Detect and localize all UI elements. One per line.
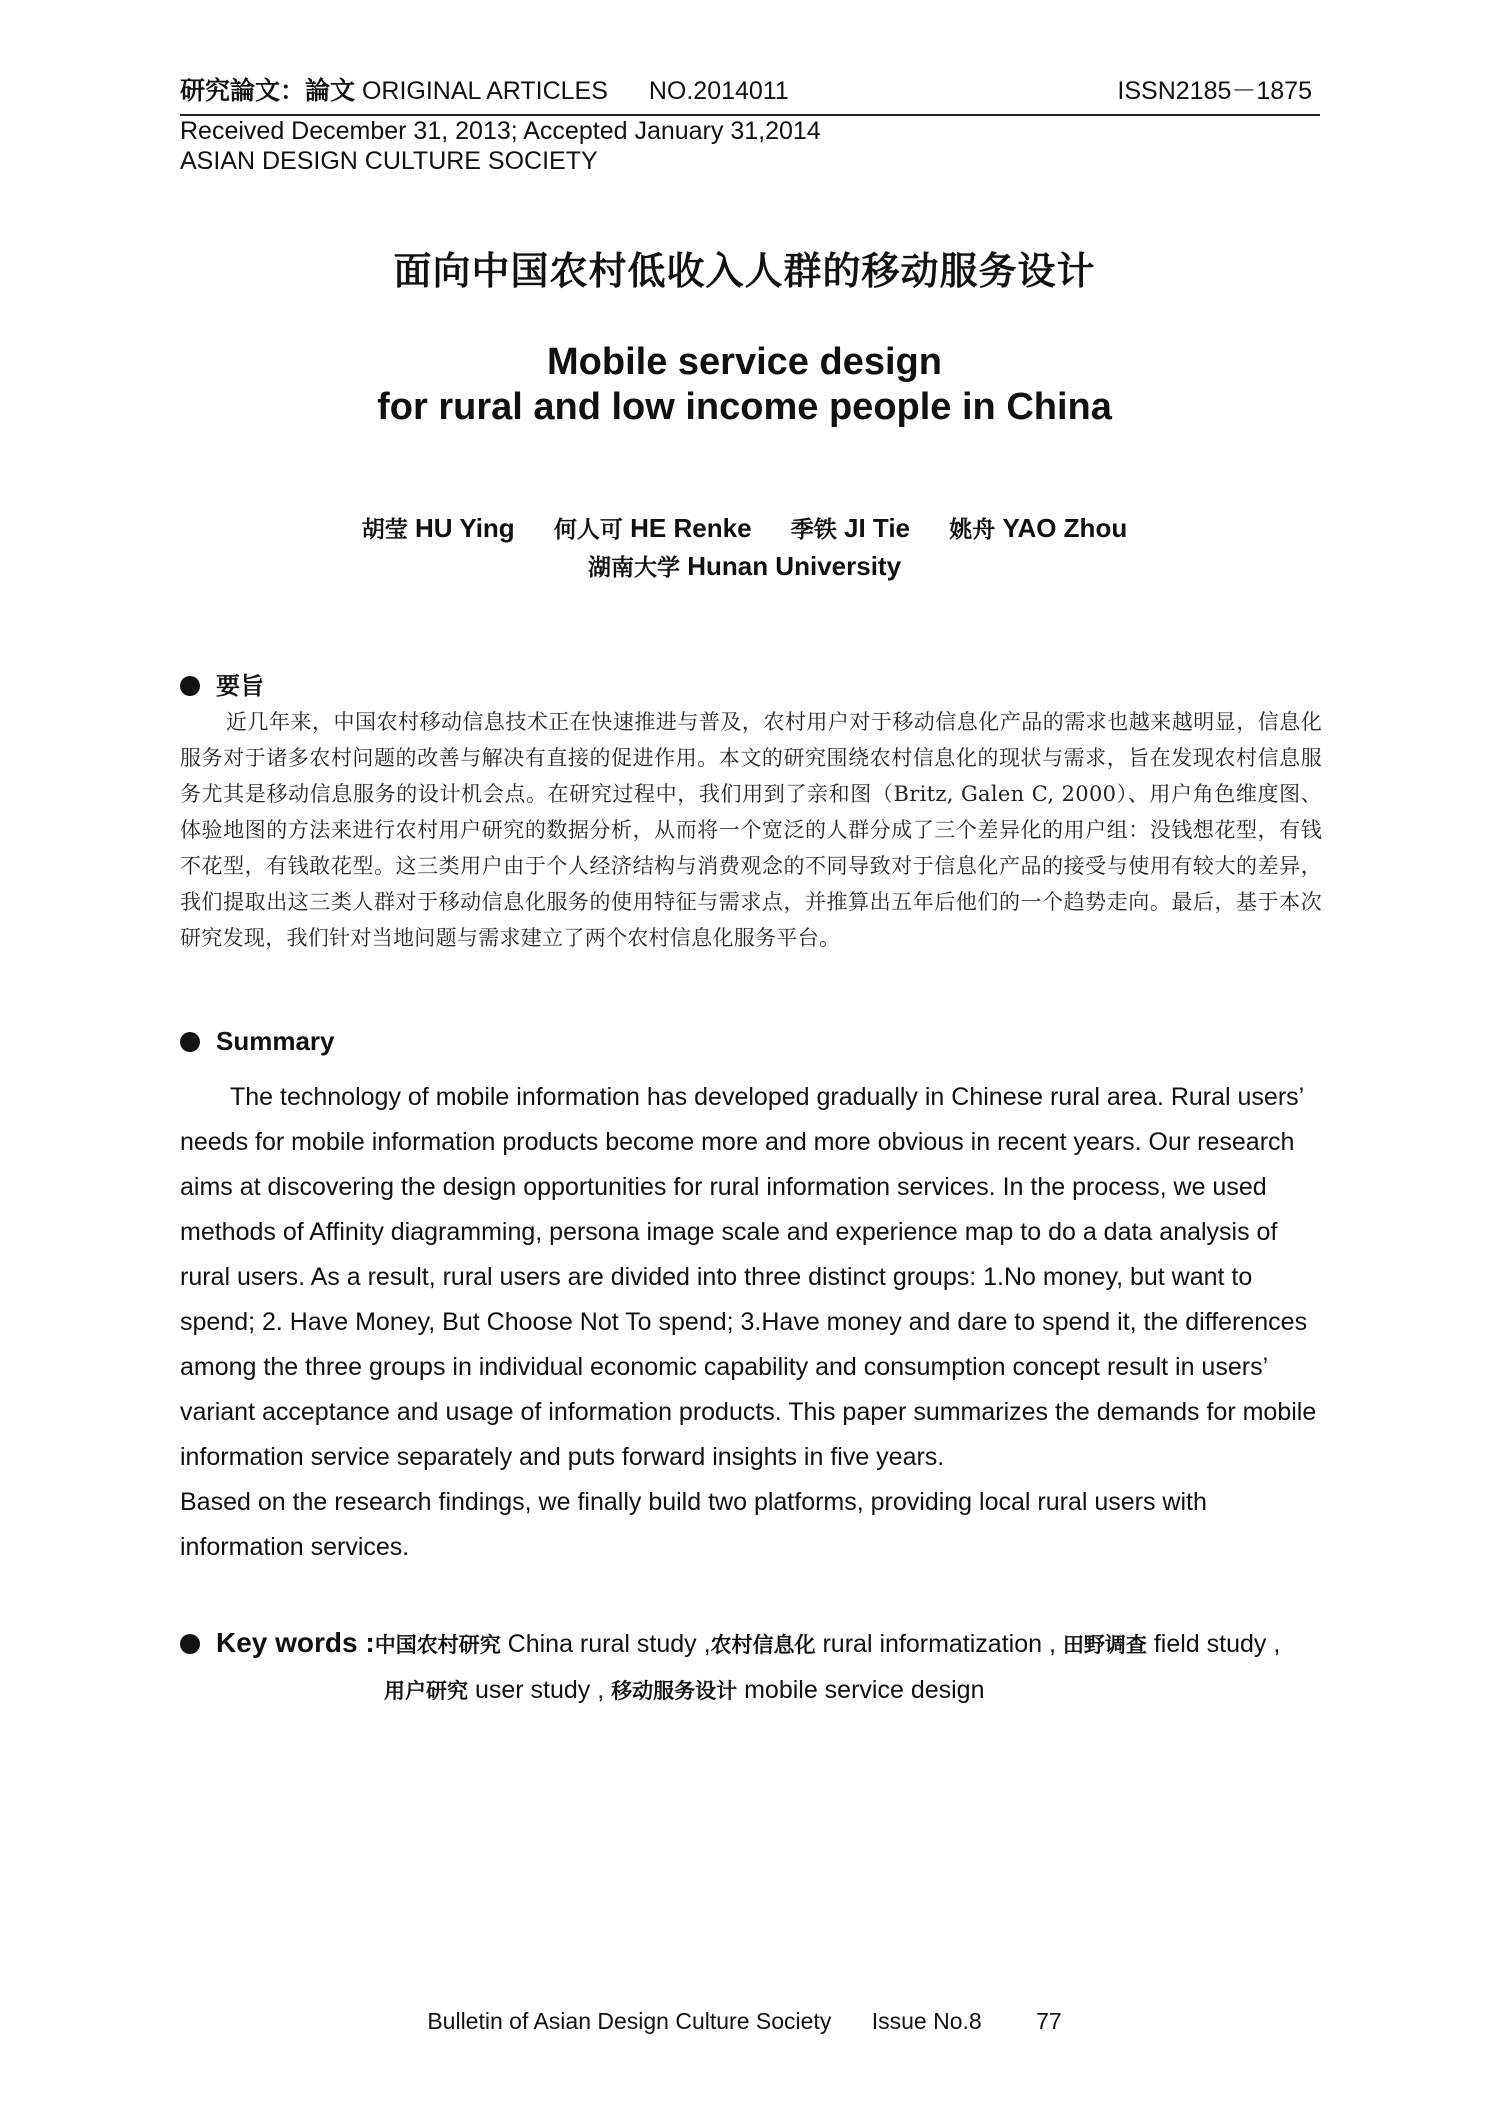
received-accepted-dates: Received December 31, 2013; Accepted January 31,2014 [180, 117, 821, 145]
bullet-icon [180, 676, 200, 696]
article-meta [180, 116, 821, 176]
article-number: NO.2014011 [648, 77, 789, 105]
author-name-en: HE Renke [630, 513, 752, 543]
abstract-chinese [180, 704, 1322, 956]
category-cn: 研究論文：論文 [180, 76, 356, 105]
summary-heading-label: Summary [216, 1026, 335, 1056]
summary-paragraph-2: Based on the research findings, we finally build two platforms, providing local rural users with information services. [180, 1488, 1207, 1561]
affiliation-cn: 湖南大学 [587, 555, 680, 581]
author-name-en: YAO Zhou [1002, 513, 1128, 543]
header-category [180, 74, 789, 108]
keyword-cn: 用户研究 [384, 1679, 468, 1703]
keyword-cn: 移动服务设计 [611, 1679, 738, 1703]
title-english [0, 340, 1489, 430]
keyword-en: field study , [1153, 1630, 1281, 1658]
keyword-cn: 中国农村研究 [374, 1633, 501, 1657]
keyword-en: China rural study , [507, 1630, 711, 1658]
category-en: ORIGINAL ARTICLES [361, 77, 608, 105]
author-name-cn: 姚舟 [949, 517, 996, 543]
page-number: 77 [1036, 2008, 1062, 2034]
issn: ISSN2185－1875 [1117, 77, 1312, 105]
keyword-en: rural informatization , [822, 1630, 1056, 1658]
society-name: ASIAN DESIGN CULTURE SOCIETY [180, 147, 598, 175]
keywords [180, 1620, 1340, 1714]
abstract-chinese-text: 近几年来，中国农村移动信息技术正在快速推进与普及，农村用户对于移动信息化产品的需求也越来越明显，信息化服务对于诸多农村问题的改善与解决有直接的促进作用。本文的研究围绕农村信息化的现状与需求，旨在发现农村信息服务尤其是移动信息服务的设计机会点。在研究过程中，我们用到了亲和图（Britz, Galen C, 2000）、用户角色维度图、体验地图的方法来进行农村用户研究的数据分析，从而将一个宽泛的人群分成了三个差异化的用户组：没钱想花型，有钱不花型，有钱敢花型。这三类用户由于个人经济结构与消费观念的不同导致对于信息化产品的接受与使用有较大的差异，我们提取出这三类人群对于移动信息化服务的使用特征与需求点，并推算出五年后他们的一个趋势走向。最后，基于本次研究发现，我们针对当地问题与需求建立了两个农村信息化服务平台。 [180, 710, 1322, 950]
author-name-cn: 季铁 [790, 517, 837, 543]
journal-name: Bulletin of Asian Design Culture Society [427, 2008, 832, 2034]
author-name-en: JI Tie [844, 513, 911, 543]
summary-paragraph-1: The technology of mobile information has developed gradually in Chinese rural area. Rural users’ needs for mobile information products become more and more obvious in recent years. Our research aims at discovering the design opportunities for rural information services. In the process, we used methods of Affinity diagramming, persona image scale and experience map to do a data analysis of rural users. As a result, rural users are divided into three distinct groups: 1.No money, but want to spend; 2. Have Money, But Choose Not To spend; 3.Have money and dare to spend it, the differences among the three groups in individual economic capability and consumption concept result in users’ variant acceptance and usage of information products. This paper summarizes the demands for mobile information service separately and puts forward insights in five years. [180, 1083, 1317, 1471]
author-name-en: HU Ying [415, 513, 515, 543]
page-footer [0, 2008, 1489, 2035]
keywords-line-1 [180, 1620, 1340, 1668]
author-name-cn: 何人可 [553, 517, 623, 543]
keywords-heading: Key words : [216, 1627, 375, 1658]
bullet-icon [180, 1634, 200, 1654]
bullet-icon [180, 1032, 200, 1052]
issue-number: Issue No.8 [871, 2008, 982, 2034]
keyword-cn: 田野调查 [1062, 1633, 1147, 1657]
abstract-cn-heading-label: 要旨 [216, 672, 264, 700]
keyword-en: user study , [474, 1676, 605, 1704]
affiliation-en: Hunan University [687, 551, 902, 581]
summary-body [180, 1075, 1330, 1570]
keyword-en: mobile service design [744, 1676, 985, 1704]
title-english-line-1: Mobile service design [547, 341, 942, 383]
affiliation [0, 549, 1489, 582]
author [949, 511, 1127, 544]
abstract-cn-heading [180, 666, 264, 701]
running-header [180, 74, 1320, 116]
author-list [0, 511, 1489, 544]
author [554, 511, 752, 544]
author-name-cn: 胡莹 [361, 517, 408, 543]
author [362, 511, 515, 544]
author [791, 511, 910, 544]
keyword-cn: 农村信息化 [710, 1633, 816, 1657]
title-chinese: 面向中国农村低收入人群的移动服务设计 [393, 249, 1096, 293]
title-english-line-2: for rural and low income people in China [377, 386, 1112, 428]
summary-heading [180, 1026, 335, 1057]
keywords-line-2 [384, 1668, 1340, 1714]
